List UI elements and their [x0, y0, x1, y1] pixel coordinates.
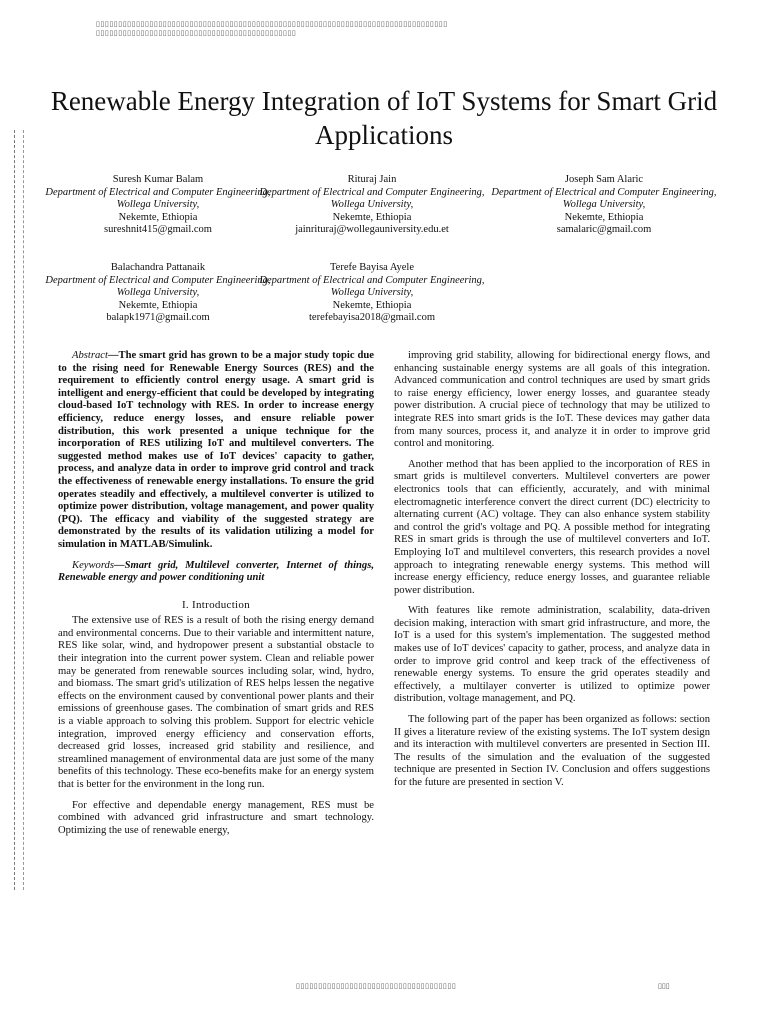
author-name: Balachandra Pattanaik [110, 262, 206, 273]
author-department: Department of Electrical and Computer Engineering, [45, 186, 271, 198]
author-university: Wollega University, [330, 199, 414, 210]
keywords-label: Keywords [72, 559, 114, 571]
author-department: Department of Electrical and Computer Engineering, [259, 186, 485, 198]
author-email[interactable]: terefebayisa2018@gmail.com [309, 312, 435, 323]
abstract-paragraph [58, 350, 374, 552]
author-university: Wollega University, [562, 199, 646, 210]
keywords-text: —Smart grid, Multilevel converter, Internet of things, Renewable energy and power conditioning unit [58, 559, 374, 584]
author-email[interactable]: jainrituraj@wollegauniversity.edu.et [295, 224, 449, 235]
author-university: Wollega University, [116, 199, 200, 210]
author-email[interactable]: sureshnit415@gmail.com [104, 224, 212, 235]
author-name: Joseph Sam Alaric [564, 174, 644, 185]
intro-paragraph-2: For effective and dependable energy management, RES must be combined with advanced grid infrastructure and smart technology. Optimizing the use of renewable energy, [58, 799, 374, 836]
author-department: Department of Electrical and Computer Engineering, [259, 274, 485, 286]
section-heading-introduction: I. Introduction [181, 598, 251, 611]
author-name: Terefe Bayisa Ayele [329, 262, 414, 273]
author-location: Nekemte, Ethiopia [332, 299, 412, 311]
paper-title: Renewable Energy Integration of IoT Systems for Smart Grid Applications [50, 86, 718, 150]
author-department: Department of Electrical and Computer Engineering, [491, 186, 717, 198]
author-location: Nekemte, Ethiopia [564, 211, 644, 223]
intro-paragraph-3: improving grid stability, allowing for bidirectional energy flows, and enhancing sustainable energy systems are all goals of this integration. Advanced communication and control techniques are used by smart grids to raise energy efficiency, lower energy losses, and guarantee steady power distribution. A crucial piece of technology that may be utilized to integrate RES into smart grids is the IoT. These devices may gather data from many sources, process it, and analyze it in order to improve grid control and monitoring. [394, 350, 710, 450]
author-location: Nekemte, Ethiopia [118, 211, 198, 223]
author-location: Nekemte, Ethiopia [118, 299, 198, 311]
intro-paragraph-5: With features like remote administration, scalability, data-driven decision making, interaction with smart grid infrastructure, and more, the IoT is a used for this system's implementation. The suggested method makes use of IoT devices' capacity to gather, process, and analyze data in order to improve grid control and keep track of the effectiveness of renewable energy systems. To ensure the grid operates steadily and effectively, a multilayer converter is utilized to optimize power distribution, voltage management, and PQ. [394, 605, 710, 705]
author-department: Department of Electrical and Computer Engineering, [45, 274, 271, 286]
conference-header [0, 20, 768, 38]
intro-paragraph-4: Another method that has been applied to the incorporation of RES in smart grids is multilevel converters. Multilevel converters are power electronics tools that can efficiently, accurately, and with minimal electromagnetic interference convert the direct current (DC) electricity to alternating current (AC) voltage. They can also enhance system stability and control the grid's voltage and PQ. A possible method for integrating RES in smart grids is through the use of multilevel converters and IoT. Employing IoT and multilevel converters, this research provides a novel approach to integrating renewable energy systems. This method will increase energy efficiency, reduce energy losses, and guarantee reliable power distribution. [394, 458, 710, 596]
author-email[interactable]: samalaric@gmail.com [556, 224, 652, 235]
header-line-1: ▯▯▯▯▯▯▯▯▯▯▯▯▯▯▯▯▯▯▯▯▯▯▯▯▯▯▯▯▯▯▯▯▯▯▯▯▯▯▯▯▯▯▯▯▯▯▯▯▯▯▯▯▯▯▯▯▯▯▯▯▯▯▯▯▯▯▯▯▯▯▯▯▯▯▯▯▯▯▯ [96, 20, 448, 28]
author-email[interactable]: balapk1971@gmail.com [106, 312, 210, 323]
author-university: Wollega University, [330, 287, 414, 298]
author-block-5 [252, 262, 492, 325]
author-location: Nekemte, Ethiopia [332, 211, 412, 223]
intro-paragraph-6: The following part of the paper has been organized as follows: section II gives a literature review of the existing systems. The IoT system design and its interaction with multilevel converters are presented in Section III. The results of the simulation and the evaluation of the suggested technique are presented in Section IV. Conclusion and offers suggestions for the future are presented in section V. [394, 714, 710, 788]
side-identifier-strip [14, 130, 24, 890]
header-line-2: ▯▯▯▯▯▯▯▯▯▯▯▯▯▯▯▯▯▯▯▯▯▯▯▯▯▯▯▯▯▯▯▯▯▯▯▯▯▯▯▯▯▯▯▯▯ [96, 29, 297, 37]
author-name: Rituraj Jain [347, 174, 397, 185]
author-name: Suresh Kumar Balam [112, 174, 204, 185]
page-number: ▯▯▯ [658, 982, 670, 990]
left-column [58, 350, 374, 845]
keywords-paragraph [58, 560, 374, 585]
author-block-1 [38, 174, 278, 237]
footer-copyright-line: ▯▯▯▯▯▯▯▯▯▯▯▯▯▯▯▯▯▯▯▯▯▯▯▯▯▯▯▯▯▯▯▯▯▯▯▯ [296, 982, 457, 990]
intro-paragraph-1: The extensive use of RES is a result of both the rising energy demand and environmental concerns. Due to their variable and intermittent nature, RES like solar, wind, and hydropower present a substantial obstacle to their integration into the current power system. Clean and reliable power may be generated from renewable sources including solar, wind, hydro, and biomass. The smart grid's utilization of RES helps lessen the negative effects on the environment caused by conventional power plants and their emissions of greenhouse gases. The combination of smart grids and RES is a viable approach to solving this problem. Support for electric vehicle integration, improved energy efficiency and conservation efforts, decreased grid losses, increased grid stability and resilience, and streamlined management of environmental data are just some of the many benefits of this technology. These eco-benefits make for an energy system that is better for the environment in the long run. [58, 615, 374, 790]
abstract-label: Abstract [72, 350, 108, 361]
author-block-2 [252, 174, 492, 237]
abstract-text: —The smart grid has grown to be a major study topic due to the rising need for Renewable Energy Sources (RES) and the requirement to efficiently control energy usage. A smart grid is intelligent and energy-efficient that could be developed by integrating cloud-based IoT technology with RES. In order to increase energy efficiency, reduce energy losses, and ensure reliable power distribution, this work presented a unique technique for the incorporation of RES utilizing IoT and multilevel converters. The suggested method makes use of IoT devices' capacity to gather, process, and analyze data in order to improve grid control and track the effectiveness of renewable energy installations. To ensure the grid operates steadily and effectively, a multilevel converter is utilized to optimize power distribution, voltage management, and power quality (PQ). The efficacy and viability of the suggested strategy are demonstrated by the results of its validation utilizing a model for simulation in MATLAB/Simulink. [58, 350, 374, 550]
author-block-4 [38, 262, 278, 325]
author-university: Wollega University, [116, 287, 200, 298]
right-column [394, 350, 710, 798]
author-block-3 [484, 174, 724, 237]
